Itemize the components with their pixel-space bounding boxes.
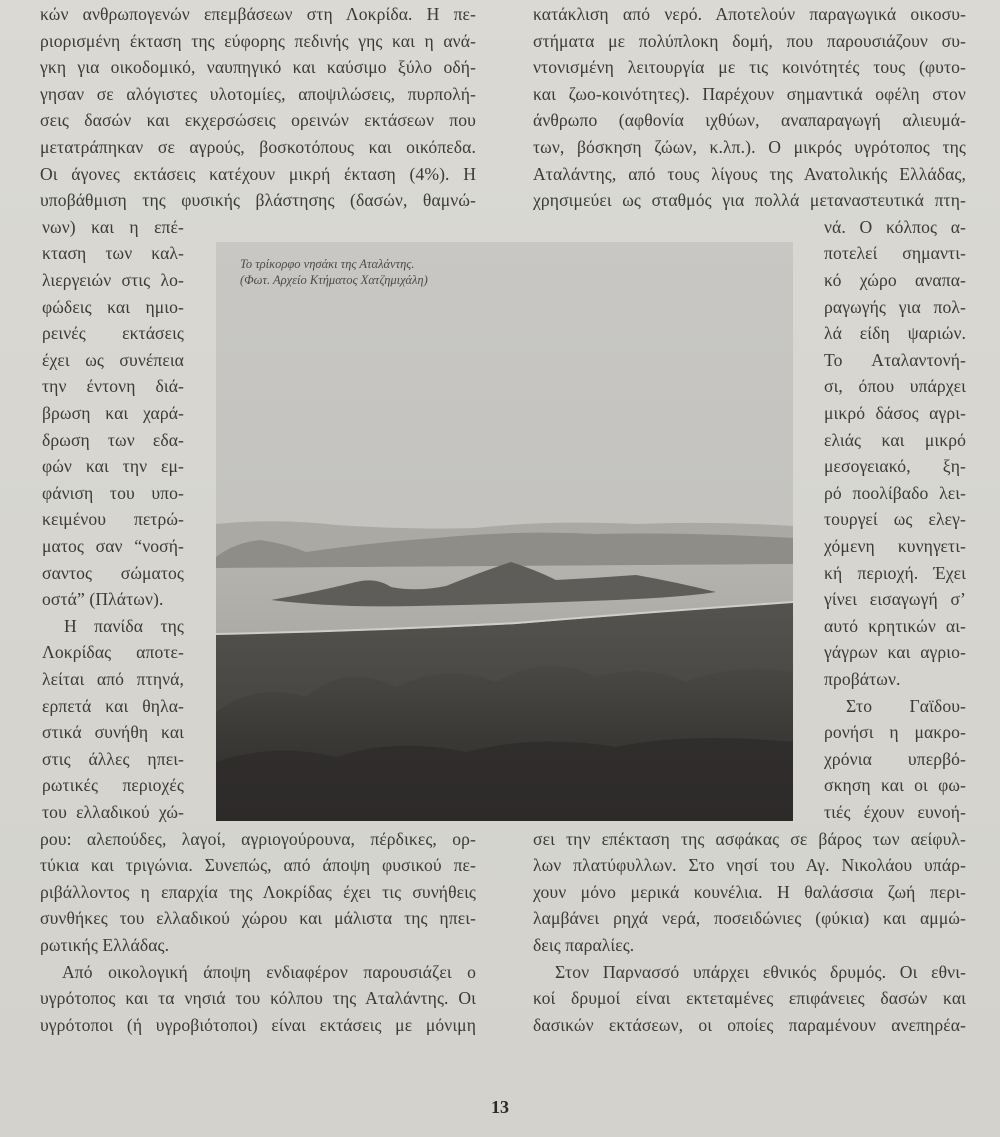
text-line: ρου: αλεπούδες, λαγοί, αγριογούρουνα, πέρδικες, ορ- (40, 828, 476, 849)
caption-title: Το τρίκορφο νησάκι της Αταλάντης. (240, 257, 415, 271)
text-line: αυτό κρητικών αι- (824, 615, 966, 636)
text-line: ρό ποολίβαδο λει- (824, 482, 966, 503)
text-line: υποβάθμιση της φυσικής βλάστησης (δασών, θαμνώ- (40, 190, 476, 211)
text-line: κή περιοχή. Έχει (824, 562, 966, 583)
text-line: σκηση και οι φω- (824, 775, 966, 796)
text-line: δασικών εκτάσεων, οι οποίες παραμένουν ανεπηρέα- (533, 1014, 966, 1035)
text-line: ματος σαν “νοσή- (42, 536, 184, 556)
text-line: του ελλαδικού χώ- (42, 802, 184, 822)
text-line: Οι άγονες εκτάσεις κατέχουν μικρή έκταση (4%). Η (40, 163, 476, 184)
text-line: φάνιση του υπο- (42, 482, 184, 503)
text-line: σι, όπου υπάρχει (824, 376, 966, 397)
text-line: στις άλλες ηπει- (42, 748, 184, 769)
text-line: Το Αταλαντονή- (824, 349, 966, 370)
text-line: στήματα με πολύπλοκη δομή, που παρουσιάζουν συ- (533, 30, 966, 51)
text-line: ποτελεί σημαντι- (824, 243, 966, 264)
text-line: κοί δρυμοί είναι εκτεταμένες επιφάνειες δασών και (533, 988, 966, 1009)
text-line: ρωτικές περιοχές (42, 775, 184, 796)
text-line: σεις δασών και εκχερσώσεις ορεινών εκτάσεων που (40, 110, 476, 131)
text-line: υγρότοπος και τα νησιά του κόλπου της Αταλάντης. Οι (40, 988, 476, 1009)
text-line: μετατράπηκαν σε αγρούς, βοσκοτόπους και οικόπεδα. (40, 137, 476, 157)
text-line: νων) και η επέ- (42, 216, 184, 237)
text-line: Λοκρίδας αποτε- (42, 642, 184, 663)
text-line: κειμένου πετρώ- (42, 509, 184, 530)
text-line: κών ανθρωπογενών επεμβάσεων στη Λοκρίδα. Η πε- (40, 4, 476, 24)
landscape-photo (216, 242, 793, 821)
text-line: τουργεί ως ελεγ- (824, 509, 966, 530)
text-line: χουν μόνο μερικά κουνέλια. Η θαλάσσια ζωή περι- (533, 881, 966, 902)
caption-credit: (Φωτ. Αρχείο Κτήματος Χατζημιχάλη) (240, 273, 428, 287)
text-line: δρωση των εδα- (42, 429, 184, 450)
text-line: δεις παραλίες. (533, 935, 635, 955)
text-line: οστά” (Πλάτων). (42, 589, 164, 610)
text-line: χρησιμεύει ως σταθμός για πολλά μεταναστευτικά πτη- (533, 190, 966, 211)
text-line: υγρότοποι (ή υγροβιότοποι) είναι εκτάσεις με μόνιμη (40, 1014, 476, 1035)
text-line: λιεργειών στις λο- (42, 270, 184, 290)
text-line: κό χώρο αναπα- (824, 270, 966, 290)
text-line: άνθρωπο (αφθονία ιχθύων, αναπαραγωγή αλιευμά- (533, 110, 966, 131)
text-line: ριβάλλοντος η επαρχία της Λοκρίδας έχει τις συνήθεις (40, 881, 476, 902)
text-line: Η πανίδα της (64, 615, 184, 636)
text-line: λων πλατύφυλλων. Στο νησί του Αγ. Νικολάου υπάρ- (533, 855, 966, 876)
text-line: ντονισμένη λειτουργία με τις κοινότητές τους (φυτο- (533, 57, 966, 78)
text-line: φώδεις και ημιο- (42, 296, 184, 317)
text-line: ριορισμένη έκταση της εύφορης πεδινής γης και η ανά- (40, 30, 476, 51)
page-number: 13 (491, 1097, 509, 1117)
text-line: νά. Ο κόλπος α- (824, 216, 966, 237)
text-line: την έντονη διά- (42, 376, 184, 397)
text-line: των, βόσκηση ζώων, κ.λπ.). Ο μικρός υγρότοπος της (533, 137, 966, 157)
text-line: λαμβάνει ρηχά νερά, ποσειδώνιες (φύκια) και αμμώ- (533, 908, 966, 929)
text-line: στικά συνήθη και (42, 722, 184, 743)
text-line: έχει ως συνέπεια (42, 349, 184, 370)
text-line: μικρό δάσος αγρι- (824, 403, 966, 423)
text-line: και ζωο-κοινότητες). Παρέχουν σημαντικά οφέλη στον (533, 83, 966, 104)
text-line: γησαν σε αλόγιστες υλοτομίες, αποψιλώσεις, πυρπολή- (40, 83, 476, 104)
text-line: συνθήκες του ελλαδικού χώρου και μάλιστα της ηπει- (40, 908, 476, 929)
text-line: κατάκλιση από νερό. Αποτελούν παραγωγικά οικοσυ- (533, 4, 966, 24)
text-line: ρωτικής Ελλάδας. (40, 935, 170, 955)
text-line: χόμενη κυνηγετι- (824, 536, 966, 556)
text-line: προβάτων. (824, 669, 901, 689)
text-line: χρόνια υπερβό- (824, 748, 966, 769)
text-line: βρωση και χαρά- (42, 403, 184, 423)
text-line: ερπετά και θηλα- (42, 695, 184, 716)
text-line: τύκια και τριγώνια. Συνεπώς, από άποψη φυσικού πε- (40, 855, 476, 876)
text-line: ρονήσι η μακρο- (824, 722, 966, 743)
text-line: μεσογειακό, ξη- (824, 456, 966, 477)
text-line: ρεινές εκτάσεις (42, 323, 184, 344)
text-line: γίνει εισαγωγή σ’ (824, 589, 966, 610)
text-line: Στον Παρνασσό υπάρχει εθνικός δρυμός. Οι εθνι- (555, 961, 966, 982)
text-line: Αταλάντης, από τους λίγους της Ανατολικής Ελλάδας, (533, 163, 966, 184)
text-line: σαντος σώματος (42, 562, 184, 583)
text-line: τιές έχουν ευνοή- (824, 802, 966, 822)
text-line: λά είδη ψαριών. (824, 323, 966, 344)
text-line: κταση των καλ- (42, 243, 184, 264)
text-line: γκη για οικοδομικό, ναυπηγικό και καύσιμο ξύλο οδή- (40, 57, 476, 78)
text-line: λείται από πτηνά, (42, 669, 184, 689)
text-line: φών και την εμ- (42, 456, 184, 477)
text-line: σει την επέκταση της ασφάκας σε βάρος των αείφυλ- (533, 828, 966, 849)
text-line: ελιάς και μικρό (824, 429, 966, 450)
text-line: ραγωγής για πολ- (824, 296, 966, 317)
text-line: Από οικολογική άποψη ενδιαφέρον παρουσιάζει ο (62, 961, 476, 982)
text-line: γάγρων και αγριο- (824, 642, 966, 663)
photo-caption (240, 256, 428, 288)
text-line: Στο Γαϊδου- (846, 695, 966, 716)
atalanti-islet-image (216, 242, 793, 821)
